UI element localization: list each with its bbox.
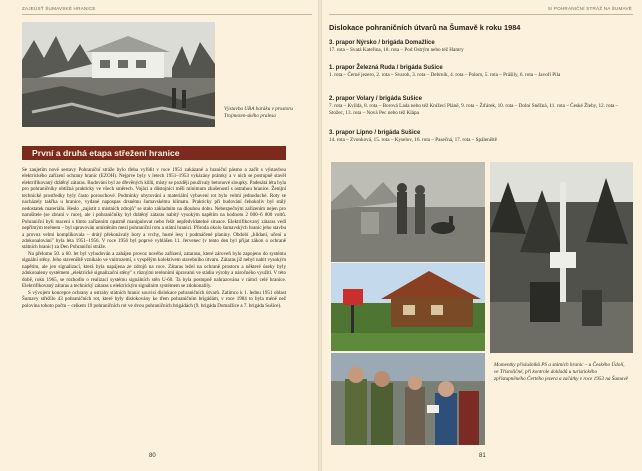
brigade-units: 1. rota – Černé jezero, 2. rota – Svaroh, 3. rota – Debrník, 4. rota – Polom, 5. rota – Prášily, 6. rota – Javoří Pila (329, 72, 561, 78)
brigade-entry (329, 96, 629, 116)
paragraph: S vývojem koncepce ochrany a ostrahy státních hranic souvisí dislokace pohraničních útvarů. Zatímco k 1. lednu 1951 oblast Šumavy střežilo 43 pohraničních rot, které byly dislokovány ke třem pohraničním brigádám, v roce 1984 to byla méně než polovina tohoto počtu – celkem 19 pohraničních rot ve dvou pohraničních brigádách (9. brigáda Domažlice a 7. brigáda Sušice). (22, 289, 286, 309)
brigade-units: 7. rota – Kvilda, 8. rota – Borová Lada nebo též Knížecí Pláně, 9. rota – Žďárek, 10. rota – Dolní Sněžná, 11. rota – České Žleby, 12. rota – Stožec, 13. rota – Nová Pec nebo též Klápa (329, 103, 619, 116)
section-heading-bar (22, 146, 286, 160)
brigade-heading: 1. prapor Železná Ruda / brigáda Sušice (329, 65, 443, 71)
photo-forest-sign (490, 162, 633, 353)
brigade-units: 17. rota – Svatá Kateřina, 18. rota – Pod Ostrým nebo též Hamry (329, 47, 464, 53)
photo-forest-illustration (490, 162, 633, 353)
brigade-entry (329, 40, 629, 54)
photo-caption-barracks: Výstavba UBA baráku v prostoru Trojmezen-ského pralesa (224, 106, 293, 120)
brigade-heading: 3. prapor Nýrsko / brigáda Domažlice (329, 40, 435, 46)
running-head-rule-left (22, 14, 312, 15)
page-number-left: 80 (149, 453, 156, 459)
photo-document-check (331, 353, 485, 445)
dislocation-list-title: Dislokace pohraničních útvarů na Šumavě k roku 1984 (329, 23, 521, 32)
photo-cabin-illustration (331, 263, 485, 351)
photo-wooden-cabin (331, 263, 485, 351)
photo-caption-moments: Momentky příslušníků PS a státních hranic – u Českého Údolí, ve Třístoličné, při kontrole dokladů u turistického zpřístupněného Čertého jezera a začátky v roce 1953 na Šumavě (494, 362, 628, 383)
paragraph: Se zaujetím nové sestavy Pohraniční stráže bylo třeba vyřídit v roce 1951 zakázané a hraniční pásmo a začít s výstavbou elektrického zařízení ochrany hranic (EZOH). Nejprve byly v letech 1951–1953 vykázány prámky a v nich se postupně stavěl elektrifikovaný drátěný zátaras. Budování byl ze dřevěných kůlů, místy se později používaly betonové sloupky. Padesátá léta byla pro pohraničníky obtížná prakticky ve všech směrech. Vojáci a důstojníci měli minimum zkušeností s ostrahou hranice. Ženijní technické prostředky byly často porouchové. Podmínky ubytování a materiální vybavení rot bylo velmi jednoduché. Roty se nacházely takřka u hranice, vydané napospas drsnému šumavskému klimatu. Prakticky při budování čehokoliv byl stálý nedostatek materiálu. Heslo „zajistit z místních zdrojů" se stalo základním na dlouhou dobu. Nebezpečným zařízením nejen pro narušitele (se zbraní v ruce), ale i pohraničníky byl drátěný zátaras nabitý vysokým napětím na hodnotu 2 000–6 000 voltů. Pohraniční byli maceni s tímto zařízením opatrně manipulovat nebo řešit nepředvídatelné situace. Elektrifikovaný zátaras vedl nepřímým terénem – byl upravován umístěním mezi pohraniční rotu a státní hranici. Přiroda okolo šumavských hranic jeho stavbu a provoz velmi komplikovala – drátý překonávaly hory a vrchy, husté lesy i podmáčené planiny. Období „hlídaní, učení a zdokonalování" byla léta 1951–1956. V roce 1956 byl poprvé vyhlášen 11. červenec (v tento den byl přijat zákon o ochraně státních hranic) za Den Pohraniční stráže. (22, 167, 286, 251)
section-title: První a druhá etapa střežení hranice (32, 148, 180, 158)
paragraph: Na přelomu 50. a 60. let byl vybudován a zahájen provoz nového zařízení, zatarasu, které zároveň bylo zapojeno do systému signální stěny. Jeho staveniště vznikalo ve vnitrozemí, s vyspělým kolektivem stavebního útvaru. Zátaras již nebyl nabit vysokým napětím, ale jen signalizací, která byla napájena ze zdrojů na roce. Zátaras ležel na ochraně prostoru a některé úseky byly zdokonaleny systémem „elektrické signalizační stěny" s různými terénními úpravami ve stádiu výroby a náročného využití. V této době, roku 1965, se rozhodlo o realizaci systému signálních stěn U-60. Ta byla postupně nahrazována v rámci celé hranice. Elektrifikovaný zátaras a technický zátaras s elektrickým signálním systémem se zdokonalily. (22, 250, 286, 290)
book-gutter (318, 0, 322, 471)
running-head-right: 5/ POHRANIČNÍ STRÁŽ NA ŠUMAVĚ (548, 6, 632, 11)
running-head-left: ZAJEÚSŤ ŠUMAVSKÉ HRANICE (22, 6, 96, 11)
photo-barracks-construction-illustration (22, 22, 215, 127)
running-head-rule-right (329, 14, 633, 15)
photo-soldiers-illustration (331, 162, 485, 262)
brigade-heading: 3. prapor Lipno / brigáda Sušice (329, 130, 421, 136)
brigade-entry (329, 65, 629, 79)
page-number-right: 81 (479, 453, 486, 459)
brigade-units: 14. rota – Zvonková, 15. rota – Kyselov, 16. rota – Pasečná, 17. rota – Spáleniště (329, 137, 497, 143)
photo-barracks-construction (22, 22, 215, 127)
brigade-entry (329, 130, 629, 144)
brigade-heading: 2. prapor Volary / brigáda Sušice (329, 96, 422, 102)
photo-soldiers-with-dog (331, 162, 485, 262)
photo-meeting-illustration (331, 353, 485, 445)
left-body-text (22, 167, 286, 309)
